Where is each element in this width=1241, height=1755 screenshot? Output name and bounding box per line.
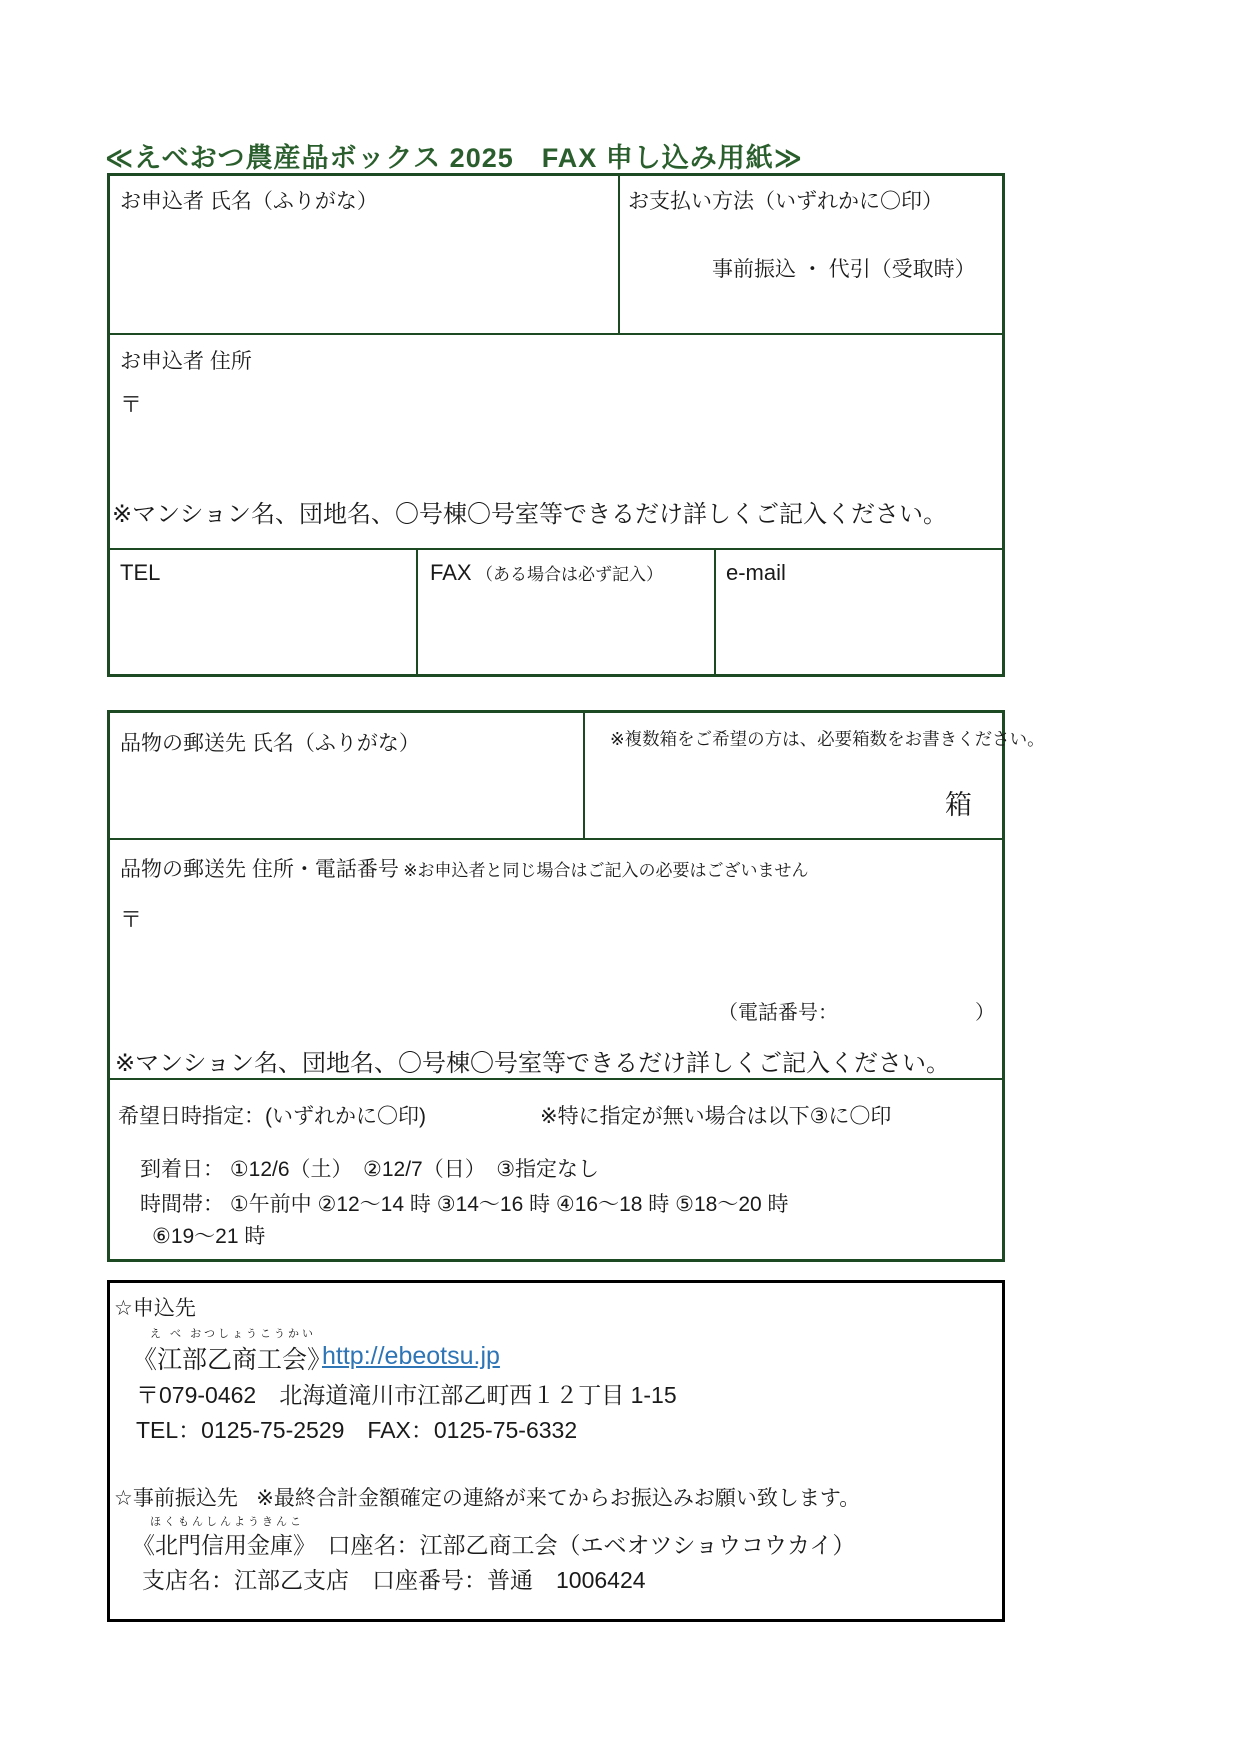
bank-furigana: ほくもんしんようきんこ — [150, 1516, 304, 1528]
bank-account-line: 《北門信用金庫》 口座名：江部乙商工会（エベオツショウコウカイ） — [132, 1532, 856, 1558]
bank-branch-line: 支店名：江部乙支店 口座番号：普通 1006424 — [142, 1567, 646, 1593]
transfer-title: ☆事前振込先 — [114, 1487, 238, 1510]
table-divider — [110, 333, 1002, 335]
recipient-name-label: 品物の郵送先 氏名（ふりがな） — [120, 732, 420, 755]
org-address: 〒079-0462 北海道滝川市江部乙町西１２丁目 1-15 — [136, 1382, 677, 1408]
recipient-address-same-note: ※お申込者と同じ場合はご記入の必要はございません — [403, 861, 809, 880]
table-divider — [714, 550, 716, 674]
payment-options: 事前振込 ・ 代引（受取時） — [712, 258, 976, 281]
datetime-request-label: 希望日時指定：(いずれかに〇印) — [118, 1105, 426, 1128]
org-website-link[interactable]: http://ebeotsu.jp — [322, 1342, 500, 1370]
table-divider — [416, 550, 418, 674]
payment-method-label: お支払い方法（いずれかに〇印） — [628, 190, 943, 213]
email-label: e-mail — [726, 560, 786, 585]
table-divider — [618, 176, 620, 333]
table-divider — [110, 838, 1002, 840]
box-count-note: ※複数箱をご希望の方は、必要箱数をお書きください。 — [610, 729, 1045, 749]
time-slot-options: 時間帯： ①午前中 ②12～14 時 ③14～16 時 ④16～18 時 ⑤18～20 時 — [140, 1193, 789, 1216]
phone-number-close: ） — [975, 1002, 995, 1024]
recipient-address-note: ※マンション名、団地名、〇号棟〇号室等できるだけ詳しくご記入ください。 — [115, 1050, 951, 1077]
fax-note: （ある場合は必ず記入） — [476, 565, 664, 584]
apply-to-title: ☆申込先 — [114, 1297, 196, 1320]
table-divider — [583, 713, 585, 838]
org-furigana: え べ おつしょうこうかい — [150, 1328, 317, 1340]
datetime-default-note: ※特に指定が無い場合は以下③に〇印 — [540, 1105, 892, 1128]
tel-label: TEL — [120, 560, 161, 585]
transfer-note: ※最終合計金額確定の連絡が来てからお振込みお願い致します。 — [256, 1487, 861, 1510]
box-unit-label: 箱 — [945, 790, 972, 820]
recipient-address-label: 品物の郵送先 住所・電話番号 — [120, 858, 399, 881]
org-name: 《江部乙商工会》 — [132, 1346, 333, 1374]
applicant-table — [107, 173, 1005, 677]
table-divider — [110, 548, 1002, 550]
applicant-address-label: お申込者 住所 — [120, 350, 252, 373]
time-slot-options-2: ⑥19～21 時 — [152, 1225, 266, 1248]
fax-label: FAX — [430, 560, 472, 585]
arrival-date-options: 到着日： ①12/6（土） ②12/7（日） ③指定なし — [140, 1158, 600, 1181]
org-tel-fax: TEL：0125-75-2529 FAX：0125-75-6332 — [136, 1417, 578, 1443]
phone-number-label: （電話番号： — [718, 1002, 838, 1024]
applicant-address-note: ※マンション名、団地名、〇号棟〇号室等できるだけ詳しくご記入ください。 — [112, 501, 948, 528]
page-title: ≪えべおつ農産品ボックス 2025 FAX 申し込み用紙≫ — [105, 143, 804, 173]
table-divider — [110, 1078, 1002, 1080]
postal-mark: 〒 — [120, 392, 143, 417]
applicant-name-label: お申込者 氏名（ふりがな） — [120, 190, 378, 213]
postal-mark: 〒 — [120, 907, 143, 932]
